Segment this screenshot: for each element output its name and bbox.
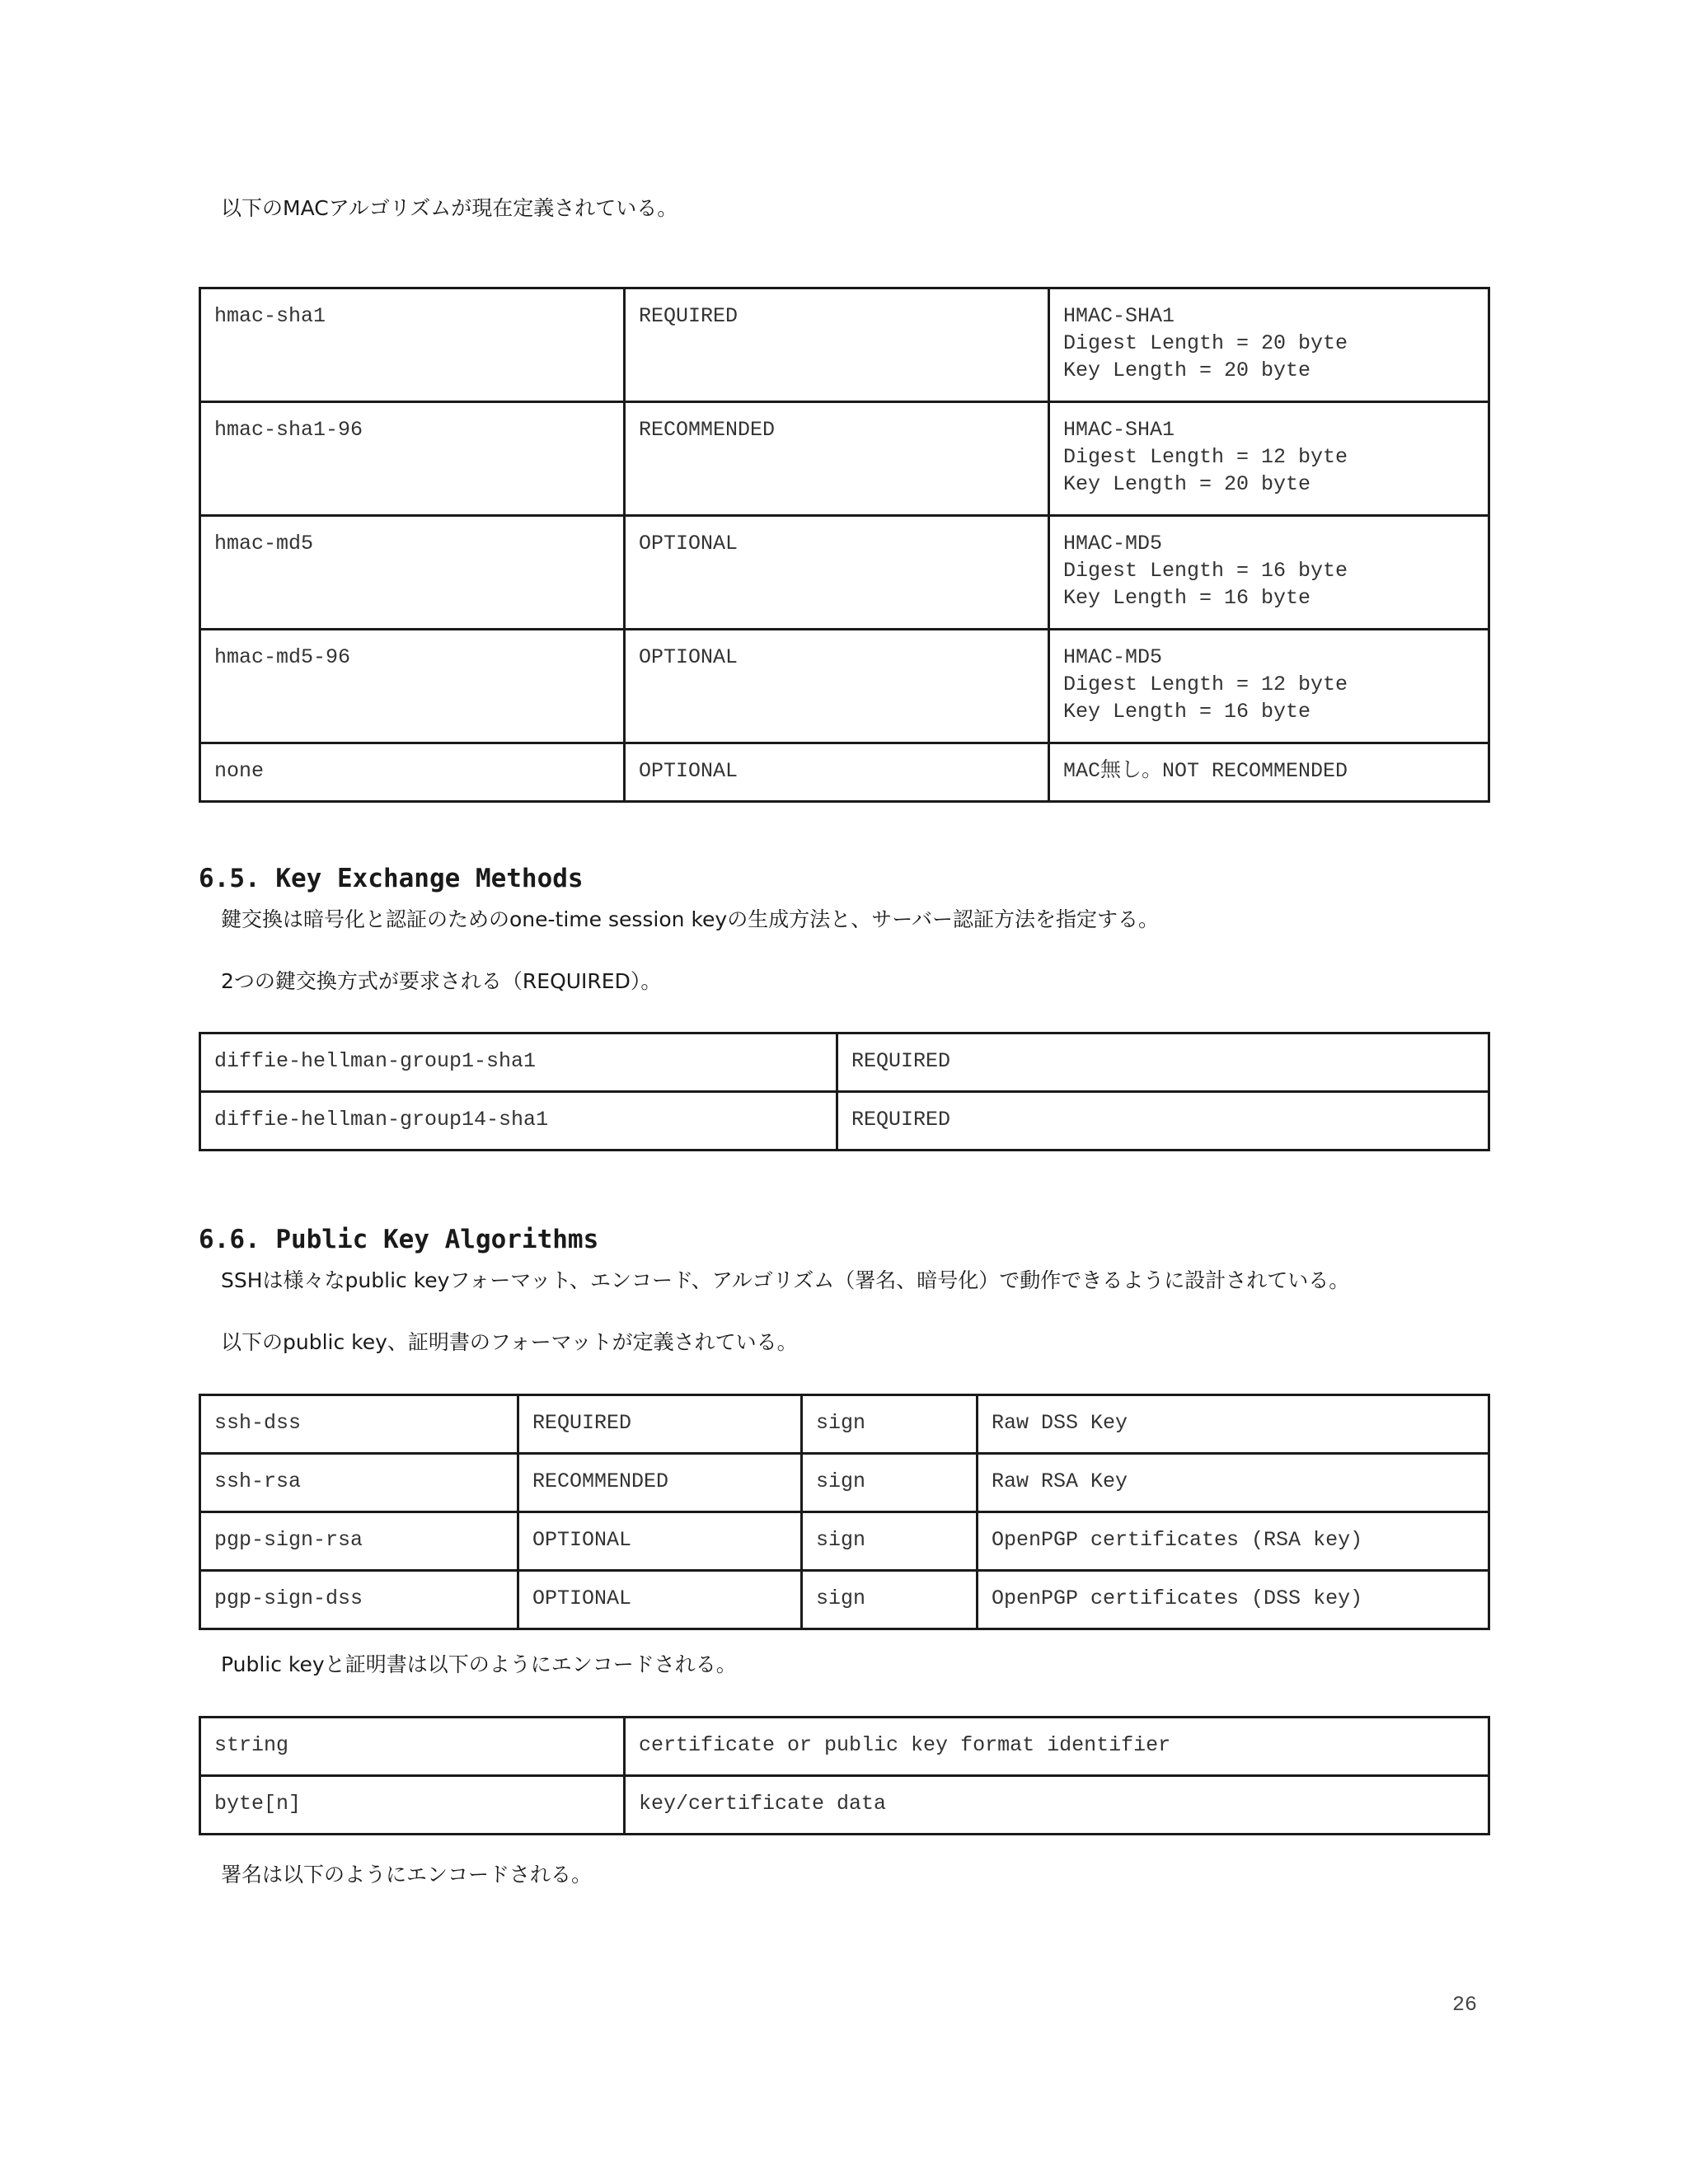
table-cell: HMAC-SHA1 Digest Length = 20 byte Key Length = 20 byte [1049,288,1489,402]
key-exchange-description: 鍵交換は暗号化と認証のためのone-time session keyの生成方法と、サーバー認証方法を指定する。 [221,907,1159,931]
table-cell: REQUIRED [625,288,1049,402]
table-row [200,516,1489,630]
table-cell: OPTIONAL [518,1571,802,1629]
table-row [200,1776,1489,1835]
key-exchange-required-note: 2つの鍵交換方式が要求される（REQUIRED）。 [221,969,662,993]
intro-mac-text: 以下のMACアルゴリズムが現在定義されている。 [221,196,678,220]
table-cell: Raw RSA Key [978,1454,1489,1512]
public-key-encoding-intro: Public keyと証明書は以下のようにエンコードされる。 [221,1652,737,1676]
table-cell: none [200,743,625,802]
table-cell: pgp-sign-rsa [200,1512,518,1571]
table-cell: OPTIONAL [518,1512,802,1571]
table-cell: RECOMMENDED [518,1454,802,1512]
table-cell: sign [802,1512,978,1571]
table-cell: Raw DSS Key [978,1395,1489,1454]
table-cell: diffie-hellman-group1-sha1 [200,1033,837,1092]
table-cell: MAC無し。NOT RECOMMENDED [1049,743,1489,802]
table-cell: REQUIRED [837,1092,1489,1151]
table-cell: RECOMMENDED [625,402,1049,516]
table-cell: sign [802,1395,978,1454]
table-cell: sign [802,1571,978,1629]
table-cell: hmac-sha1 [200,288,625,402]
table-cell: HMAC-MD5 Digest Length = 12 byte Key Length = 16 byte [1049,630,1489,743]
table-cell: byte[n] [200,1776,625,1835]
table-row [200,402,1489,516]
table-cell: ssh-dss [200,1395,518,1454]
table-cell: REQUIRED [837,1033,1489,1092]
table-cell: certificate or public key format identifier [625,1718,1489,1776]
table-cell: REQUIRED [518,1395,802,1454]
table-cell: hmac-sha1-96 [200,402,625,516]
table-cell: pgp-sign-dss [200,1571,518,1629]
table-cell: OPTIONAL [625,630,1049,743]
table-row [200,1454,1489,1512]
table-cell: OpenPGP certificates (RSA key) [978,1512,1489,1571]
table-row [200,1571,1489,1629]
table-cell: HMAC-SHA1 Digest Length = 12 byte Key Length = 20 byte [1049,402,1489,516]
table-cell: hmac-md5-96 [200,630,625,743]
page-number: 26 [1452,1993,1478,2017]
table-row [200,1033,1489,1092]
table-cell: OPTIONAL [625,743,1049,802]
table-cell: diffie-hellman-group14-sha1 [200,1092,837,1151]
public-key-table [199,1394,1490,1630]
table-cell: sign [802,1454,978,1512]
table-cell: string [200,1718,625,1776]
encoding-table [199,1716,1490,1835]
table-row [200,743,1489,802]
table-row [200,1092,1489,1151]
table-row [200,1718,1489,1776]
table-row [200,1395,1489,1454]
public-key-description: SSHは様々なpublic keyフォーマット、エンコード、アルゴリズム（署名、暗号化）で動作できるように設計されている。 [221,1268,1350,1292]
key-exchange-table [199,1032,1490,1151]
table-row [200,1512,1489,1571]
table-cell: key/certificate data [625,1776,1489,1835]
signature-encoding-intro: 署名は以下のようにエンコードされる。 [221,1863,593,1886]
table-cell: ssh-rsa [200,1454,518,1512]
section-heading-public-key: 6.6. Public Key Algorithms [199,1225,599,1254]
table-cell: OPTIONAL [625,516,1049,630]
table-cell: HMAC-MD5 Digest Length = 16 byte Key Length = 16 byte [1049,516,1489,630]
section-heading-key-exchange: 6.5. Key Exchange Methods [199,864,584,893]
mac-algorithms-table [199,287,1490,803]
table-cell: hmac-md5 [200,516,625,630]
public-key-formats-intro: 以下のpublic key、証明書のフォーマットが定義されている。 [221,1330,798,1354]
table-row [200,288,1489,402]
table-cell: OpenPGP certificates (DSS key) [978,1571,1489,1629]
table-row [200,630,1489,743]
